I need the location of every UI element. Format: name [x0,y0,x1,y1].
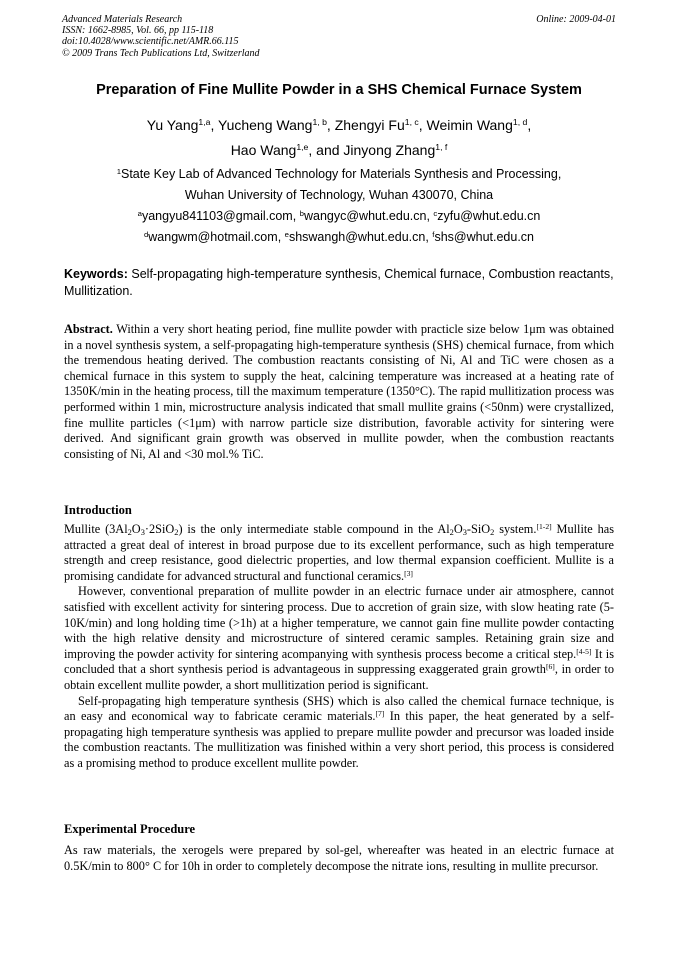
author-sep: , [210,117,218,133]
email-sup: f [432,229,435,239]
email-sup: b [299,208,304,218]
text-run: ·2SiO [144,522,175,536]
citation-ref: [7] [375,708,385,718]
email-sup: d [143,229,149,239]
subscript: 2 [174,528,179,538]
author-sep: , [527,117,532,133]
text-run: system. [494,522,537,536]
journal-name: Advanced Materials Research [62,14,183,25]
email-address: shswangh@whut.edu.cn [288,230,426,244]
author-name: Yucheng Wang [218,117,313,133]
author-name: Hao Wang [230,142,297,158]
copyright-line: © 2009 Trans Tech Publications Ltd, Switzerland [62,47,260,59]
online-date: Online: 2009-04-01 [536,14,616,25]
subscript: 3 [140,528,145,538]
introduction-body [64,522,614,772]
email-sep: , [426,209,434,223]
text-run: -SiO [466,522,491,536]
text-run: Mullite (3Al [64,522,128,536]
experimental-paragraph-1: As raw materials, the xerogels were prepared by sol-gel, whereafter was heated in an electric furnace at 0.5K/min to 800° C for 10h in order to completely decompose the nitrate ions, resulting in mullite precursor. [64,843,614,873]
text-run: ) is the only intermediate stable compound in the Al [178,522,450,536]
email-address: yangyu841103@gmail.com [141,209,293,223]
author-sup: 1,e [296,142,309,153]
author-sep: , [418,117,427,133]
author-line-2 [0,138,678,163]
email-sup: e [284,229,289,239]
keywords-text: Self-propagating high-temperature synthesis, Chemical furnace, Combustion reactants, Mullitization. [64,267,614,298]
intro-paragraph-1 [64,522,614,584]
keywords-label: Keywords: [64,267,128,281]
subscript: 2 [449,528,454,538]
email-sup: c [433,208,438,218]
author-sup: 1, c [404,117,419,128]
author-name: Yu Yang [146,117,199,133]
author-name: Zhengyi Fu [334,117,405,133]
author-name: Jinyong Zhang [343,142,436,158]
subscript: 3 [462,528,467,538]
affiliation-sup: 1 [116,166,121,176]
abstract-label: Abstract. [64,322,113,336]
email-sep: , [277,230,285,244]
email-address: shs@whut.edu.cn [434,230,535,244]
text-run: However, conventional preparation of mullite powder in an electric furnace under air atmosphere, cannot satisfied with excellent activity for sintering process. Due to accretion of grain size, with slow heating rate (5-10K/min) and long holding time (>1h) at a higher temperature, we cannot gain fine mullite powder contacting with the high relative density and microstructure of sintered ceramic samples. Retaining grain size and improving the powder activity for sintering acompanying with synthesis process become a critical step. [64,584,614,661]
text-run: It is concluded that a short synthesis period is advantageous in suppressing exaggerated grain growth [64,646,614,677]
abstract-text: Within a very short heating period, fine mullite powder with practicle size below 1μm was obtained in a novel synthesis system, a self-propagating high-temperature synthesis (SHS) chemical furnace, from which the tremendous heating derived. The combustion reactants consisting of Ni, Al and TiC were chosen as a chemical furnace in this system to supply the heat, calcining temperature was increased at a heating rate of 1350K/min in the heating process, till the maximum temperature (1350°C). The rapid mullitization process was performed within 1 min, microstructure analysis indicated that small mullite grains (<50nm) were crystallized, fine mullite particles (<1μm) with narrow particle size distribution, favorable activity for sintering were derived. And significant grain growth was observed in mullite powder, when the combustion reactants consisting of Ni, Al and <30 mol.% TiC. [64,322,614,461]
author-name: Weimin Wang [426,117,513,133]
affiliation-line-1 [0,164,678,185]
author-sup: 1, d [512,117,528,128]
text-run: O [453,522,463,536]
citation-ref: [4-5] [576,646,592,656]
section-heading-experimental: Experimental Procedure [64,822,196,836]
text-run: In this paper, the heat generated by a self-propagating high temperature synthesis was applied to prepare mullite powder and precursor was loaded inside the combustion reactants. The mullitization was finished within a very short period, this process is considered as a promising method to produce excellent mullite powder. [64,709,615,770]
text-run: O [131,522,141,536]
author-sep: , and [308,142,344,158]
text-run: Self-propagating high temperature synthesis (SHS) which is also called the chemical furnace technique, is an easy and economical way to fabricate ceramic materials. [64,693,614,724]
citation-ref: [1-2] [536,521,552,531]
author-sup: 1, b [312,117,327,128]
text-run: , in order to obtain excellent mullite powder, a short mullitization period is significant. [64,662,614,692]
email-line-1 [0,206,678,227]
author-sep: , [326,117,335,133]
intro-paragraph-2 [64,584,614,693]
issn-line: ISSN: 1662-8985, Vol. 66, pp 115-118 [62,25,214,37]
doi-line: doi:10.4028/www.scientific.net/AMR.66.115 [62,36,239,48]
text-run: Mullite has attracted a great deal of interest in broad purpose due to its excellent performance, such as high temperature strength and creep resistance, good dielectric properties, and low thermal expansion coefficient. Mullite is a promising candidate for advanced structural and functional ceramics. [64,522,614,583]
email-address: wangwm@hotmail.com [148,230,278,244]
subscript: 2 [490,528,495,538]
citation-ref: [6] [545,662,555,672]
author-sup: 1, f [435,142,448,153]
author-list [0,113,678,163]
email-address: zyfu@whut.edu.cn [437,209,541,223]
abstract-block [64,322,614,462]
affiliation-block [0,164,678,248]
email-sep: , [425,230,433,244]
journal-header [62,14,260,59]
citation-ref: [3] [404,568,413,578]
section-heading-introduction: Introduction [64,503,132,517]
author-sup: 1,a [198,117,211,128]
author-line-1 [0,113,678,138]
affiliation-text: State Key Lab of Advanced Technology for Materials Synthesis and Processing, [121,167,562,181]
email-line-2 [0,227,678,248]
intro-paragraph-3 [64,694,614,772]
email-sep: , [292,209,300,223]
email-sup: a [137,208,142,218]
keywords-block [64,266,616,300]
paper-title: Preparation of Fine Mullite Powder in a SHS Chemical Furnace System [96,82,582,98]
email-address: wangyc@whut.edu.cn [303,209,427,223]
experimental-body [64,843,614,874]
subscript: 2 [127,528,132,538]
affiliation-line-2: Wuhan University of Technology, Wuhan 430070, China [184,188,494,202]
